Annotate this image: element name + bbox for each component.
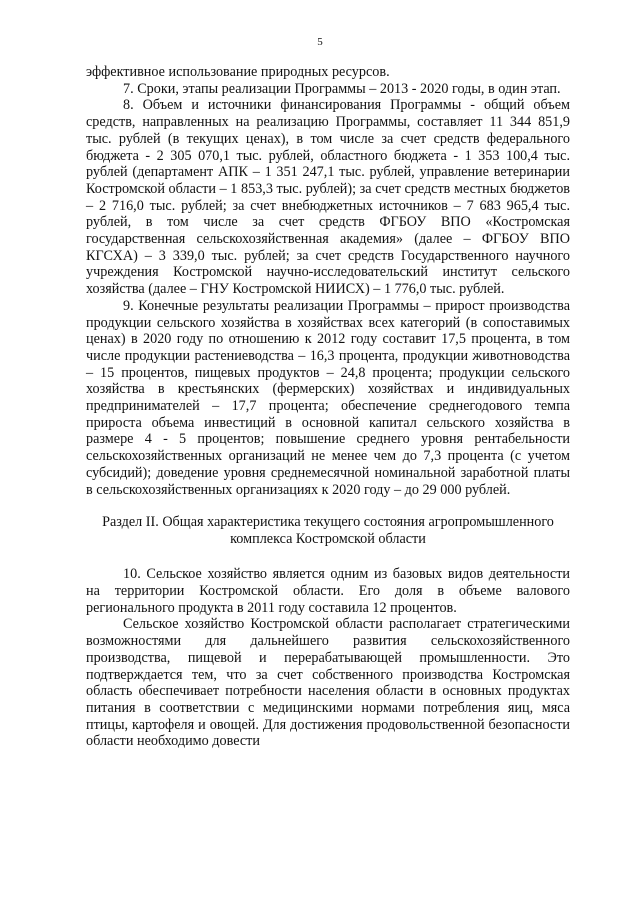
paragraph-agriculture-potential: Сельское хозяйство Костромской области располагает стратегическими возможностями для дальнейшего развития сельскохозяйственного производства, пищевой и перерабатывающей промышленности. Это подтверждается тем, что за счет собственного производства Костромская область обеспечивает потребности населения области в основных продуктах питания в соответствии с медицинскими нормами потребления яиц, мяса птицы, картофеля и овощей. Для достижения продовольственной безопасности области необходимо довести: [86, 616, 570, 750]
section-heading-line-2: комплекса Костромской области: [230, 531, 426, 548]
section-heading-line-1: Раздел II. Общая характеристика текущего состояния агропромышленного: [102, 514, 554, 531]
page-number: 5: [317, 36, 323, 48]
paragraph-item-7-terms: 7. Сроки, этапы реализации Программы – 2013 - 2020 годы, в один этап.: [123, 80, 561, 97]
document-body: [86, 64, 570, 750]
section-heading: [86, 514, 570, 548]
paragraph-item-9-results: 9. Конечные результаты реализации Программы – прирост производства продукции сельского хозяйства в хозяйствах всех категорий (в сопоставимых ценах) в 2020 году по отношению к 2012 году составит 17,5 процента, в том числе продукции растениеводства – 16,3 процента, продукции животноводства – 15 процентов, пищевых продуктов – 24,8 процента; продукции сельского хозяйства в крестьянских (фермерских) хозяйствах и индивидуальных предпринимателей – 17,7 процента; обеспечение среднегодового темпа прироста объема инвестиций в основной капитал сельского хозяйства в размере 4 - 5 процентов; повышение среднего уровня рентабельности сельскохозяйственных организаций не менее чем до 7,3 процента (с учетом субсидий); доведение уровня среднемесячной номинальной заработной платы в сельскохозяйственных организациях к 2020 году – до 29 000 рублей.: [86, 297, 570, 498]
paragraph-item-10-agriculture: 10. Сельское хозяйство является одним из базовых видов деятельности на территории Костромской области. Его доля в объеме валового регионального продукта в 2011 году составила 12 процентов.: [86, 566, 570, 616]
paragraph-continuation: эффективное использование природных ресурсов.: [86, 64, 390, 80]
paragraph-item-8-funding: 8. Объем и источники финансирования Программы - общий объем средств, направленных на реализацию Программы, составляет 11 344 851,9 тыс. рублей (в текущих ценах), в том числе за счет средств федерального бюджета - 2 305 070,1 тыс. рублей, областного бюджета - 1 353 100,4 тыс. рублей (департамент АПК – 1 351 247,1 тыс. рублей, управление ветеринарии Костромской области – 1 853,3 тыс. рублей); за счет средств местных бюджетов – 2 716,0 тыс. рублей; за счет внебюджетных источников – 7 683 965,4 тыс. рублей, в том числе за счет средств ФГБОУ ВПО «Костромская государственная сельскохозяйственная академия» (далее – ФГБОУ ВПО КГСХА) – 3 339,0 тыс. рублей; за счет средств Государственного научного учреждения Костромской научно-исследовательский институт сельского хозяйства (далее – ГНУ Костромской НИИСХ) – 1 776,0 тыс. рублей.: [86, 97, 570, 298]
